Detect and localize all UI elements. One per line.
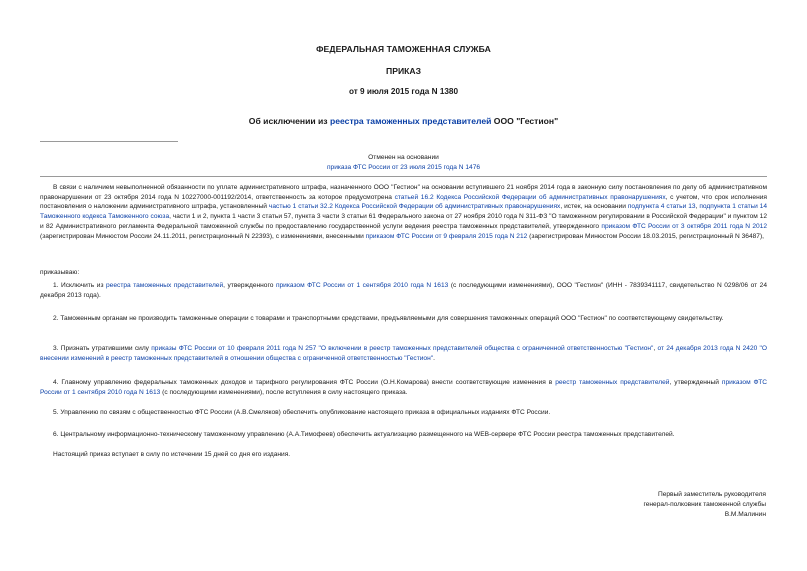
preamble-text-7: (зарегистрирован Минюстом России 18.03.2015, регистрационный N 36487),	[527, 232, 764, 240]
item-4-text-2: , утвержденный	[669, 379, 722, 386]
item-4-text-1: 4. Главному управлению федеральных таможенных доходов и тарифного регулирования ФТС России (О.Н.Комарова) внести соответствующие изменения в	[53, 379, 556, 386]
order-word: приказываю:	[40, 269, 80, 276]
divider-short	[40, 141, 178, 142]
item-4-order-1613-link[interactable]: приказом ФТС России от 1 сентября 2010 года N 1613	[40, 379, 767, 396]
link-order-212[interactable]: приказом ФТС России от 9 февраля 2015 года N 212	[365, 232, 528, 240]
agency-name: ФЕДЕРАЛЬНАЯ ТАМОЖЕННАЯ СЛУЖБА	[316, 44, 491, 54]
signature-position: Первый заместитель руководителя	[657, 491, 766, 498]
preamble-text-5: , части 1 и 2, пункта 1 части 3 статьи 57, пункта 3 части 3 статьи 61 Федерального закона от 27 ноября 2010 года N 311-ФЗ "О таможенном регулировании в Российской Федерации" и пунктом 12 и 82 Административного регламента Федеральной таможенной службы по предоставлению государственной услуги ведения реестра таможенных представителей, утвержденного	[40, 213, 767, 230]
item-3-text-3: .	[433, 354, 435, 362]
item-1-text-2: , утвержденного	[223, 282, 276, 289]
preamble-text-2: , с учетом, что срок исполнения постановления о наложении административного штрафа, установленный	[40, 193, 767, 211]
title-registry-link[interactable]: реестра таможенных представителей	[329, 116, 492, 126]
signature-name: В.М.Малинин	[724, 511, 766, 518]
cancel-note-link[interactable]: приказа ФТС России от 23 июля 2015 года N 1476	[326, 163, 481, 171]
preamble-paragraph	[40, 183, 767, 241]
link-tk-13[interactable]: подпункта 4 статьи 13	[627, 203, 696, 211]
item-3-order-257-link[interactable]: приказы ФТС России от 10 февраля 2011 года N 257 "О включении в реестр таможенных представителей общества с ограниченной ответственностью "Гестион"	[151, 345, 654, 352]
doc-type: ПРИКАЗ	[386, 66, 421, 76]
signature-rank: генерал-полковник таможенной службы	[643, 501, 766, 508]
item-3-text-2: ,	[653, 345, 658, 352]
preamble-text-3: , истек, на основании	[560, 203, 628, 211]
link-order-2012[interactable]: приказом ФТС России от 3 октября 2011 года N 2012	[601, 222, 767, 230]
doc-date-number: от 9 июля 2015 года N 1380	[348, 87, 459, 96]
item-1	[40, 281, 767, 300]
cancel-note-text: Отменен на основании	[368, 154, 439, 161]
item-1-text-1: 1. Исключить из	[53, 282, 107, 289]
link-koap-16-2[interactable]: статьей 16.2 Кодекса Российской Федерации об административных правонарушениях	[394, 193, 666, 201]
preamble-text-6: (зарегистрирован Минюстом России 24.11.2011, регистрационный N 22393), с изменениями, внесенными	[40, 232, 366, 240]
item-3-order-2420-link[interactable]: от 24 декабря 2013 года N 2420 "О внесении изменений в реестр таможенных представителей в отношении общества с ограниченной ответственностью "Гестион"	[40, 345, 767, 362]
cancel-note	[0, 153, 807, 172]
item-6: 6. Центральному информационно-техническому таможенному управлению (А.А.Тимофеев) обеспечить актуализацию размещенного на WEB-сервере ФТС России реестра таможенных представителей.	[53, 431, 675, 438]
title-text-post: ООО "Гестион"	[491, 116, 559, 126]
item-1-order-1613-link[interactable]: приказом ФТС России от 1 сентября 2010 года N 1613	[275, 282, 449, 289]
doc-title	[0, 116, 807, 126]
item-1-registry-link[interactable]: реестра таможенных представителей	[106, 282, 224, 289]
link-koap-32-2[interactable]: частью 1 статьи 32.2 Кодекса Российской Федерации об административных правонарушениях	[268, 203, 561, 211]
item-1-text-3: (с последующими изменениями), ООО "Гестион" (ИНН - 7839341117, свидетельство N 0298/06 от 24 декабря 2013 года).	[40, 282, 768, 299]
item-4-text-3: (с последующими изменениями), после вступления в силу настоящего приказа.	[160, 388, 408, 396]
divider-long	[40, 176, 767, 177]
item-2: 2. Таможенным органам не производить таможенные операции с товарами и транспортными средствами, предъявляемыми для совершения таможенных операций ООО "Гестион" по соответствующему свидетельству.	[53, 315, 724, 322]
title-text-pre: Об исключении из	[248, 116, 330, 126]
item-3-text-1: 3. Признать утратившими силу	[53, 345, 152, 352]
preamble-text-1: В связи с наличием невыполненной обязанности по уплате административного штрафа, назначенного ООО "Гестион" на основании вступившего 21 ноября 2014 года в законную силу постановления по делу об административном правонарушении от 23 октября 2014 года N 10227000-001192/2014, ответственность за которое предусмотрена	[40, 184, 767, 201]
item-4-registry-link[interactable]: реестр таможенных представителей	[555, 379, 670, 386]
signature-block	[643, 490, 766, 520]
item-4	[40, 378, 767, 397]
link-tk-14[interactable]: подпункта 1 статьи 14 Таможенного кодекса Таможенного союза	[40, 203, 768, 221]
item-3	[40, 344, 767, 363]
preamble-text-4: ,	[695, 203, 700, 211]
item-5: 5. Управлению по связям с общественностью ФТС России (А.В.Смеляков) обеспечить опубликование настоящего приказа в официальных изданиях ФТС России.	[53, 409, 551, 416]
item-7: Настоящий приказ вступает в силу по истечении 15 дней со дня его издания.	[53, 451, 291, 458]
